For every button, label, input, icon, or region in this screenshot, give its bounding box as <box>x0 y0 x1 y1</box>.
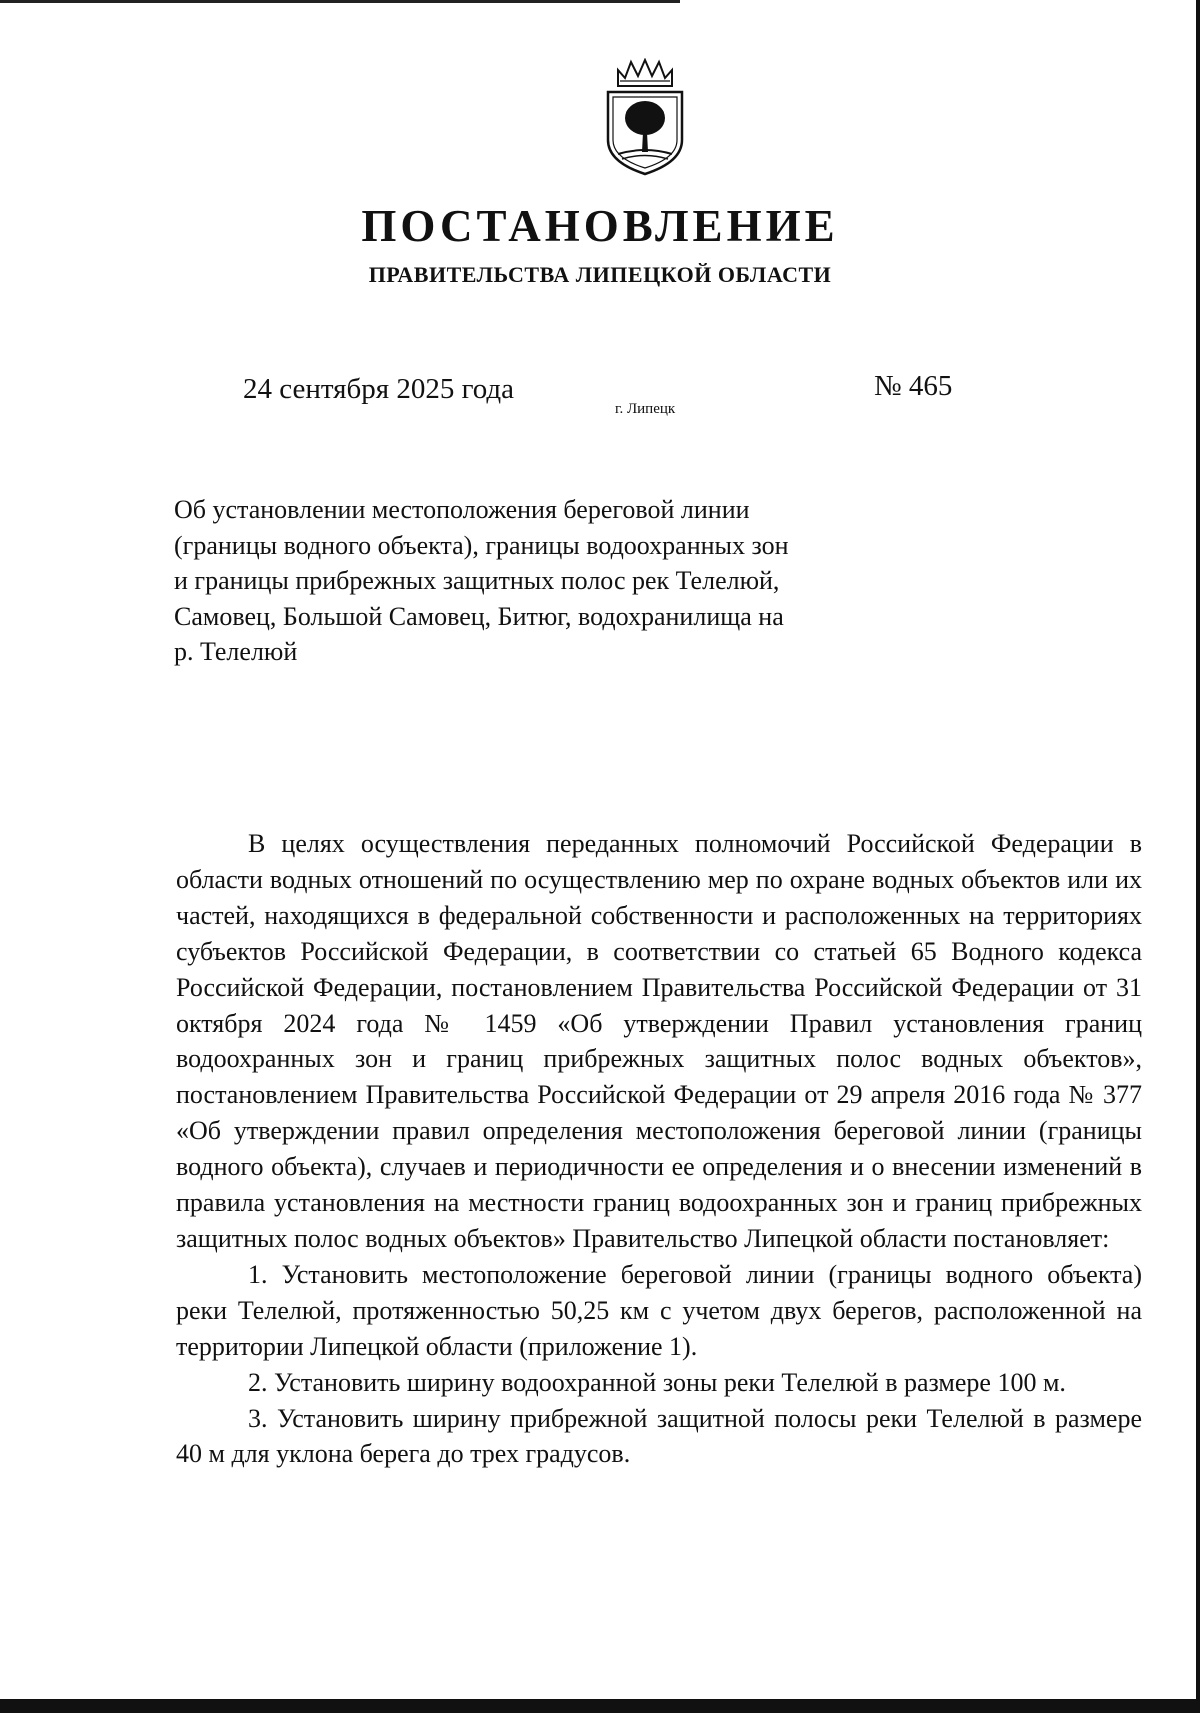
document-subject: Об установлении местоположения береговой линии (границы водного объекта), границы водоохранных зон и границы прибрежных защитных полос рек Телелюй, Самовец, Большой Самовец, Битюг, водохранилища на р. Телелюй <box>174 495 789 666</box>
scan-bottom-edge <box>0 1699 1200 1713</box>
clause-2: 2. Установить ширину водоохранной зоны реки Телелюй в размере 100 м. <box>248 1367 1066 1397</box>
clause-1: 1. Установить местоположение береговой линии (границы водного объекта) реки Телелюй, протяженностью 50,25 км с учетом двух берегов, расположенной на территории Липецкой области (приложение 1). <box>176 1259 1142 1361</box>
lipetsk-coat-of-arms-icon <box>604 58 686 178</box>
document-number: № 465 <box>874 370 953 402</box>
document-subtitle: ПРАВИТЕЛЬСТВА ЛИПЕЦКОЙ ОБЛАСТИ <box>368 262 832 287</box>
document-body <box>176 826 1142 1472</box>
document-title: ПОСТАНОВЛЕНИЕ <box>361 201 839 251</box>
scan-right-edge <box>1196 0 1200 1713</box>
document-date: 24 сентября 2025 года <box>243 373 515 405</box>
clause-3: 3. Установить ширину прибрежной защитной полосы реки Телелюй в размере 40 м для уклона берега до трех градусов. <box>176 1403 1142 1469</box>
preamble-paragraph: В целях осуществления переданных полномочий Российской Федерации в области водных отношений по осуществлению мер по охране водных объектов или их частей, находящихся в федеральной собственности и расположенных на территориях субъектов Российской Федерации, в соответствии со статьей 65 Водного кодекса Российской Федерации, постановлением Правительства Российской Федерации от 31 октября 2024 года № 1459 «Об утверждении Правил установления границ водоохранных зон и границ прибрежных защитных полос водных объектов», постановлением Правительства Российской Федерации от 29 апреля 2016 года № 377 «Об утверждении правил определения местоположения береговой линии (границы водного объекта), случаев и периодичности ее определения и о внесении изменений в правила установления на местности границ водоохранных зон и границ прибрежных защитных полос водных объектов» Правительство Липецкой области постановляет: <box>176 829 1142 1253</box>
scan-top-edge <box>0 0 680 3</box>
document-city: г. Липецк <box>615 401 676 417</box>
